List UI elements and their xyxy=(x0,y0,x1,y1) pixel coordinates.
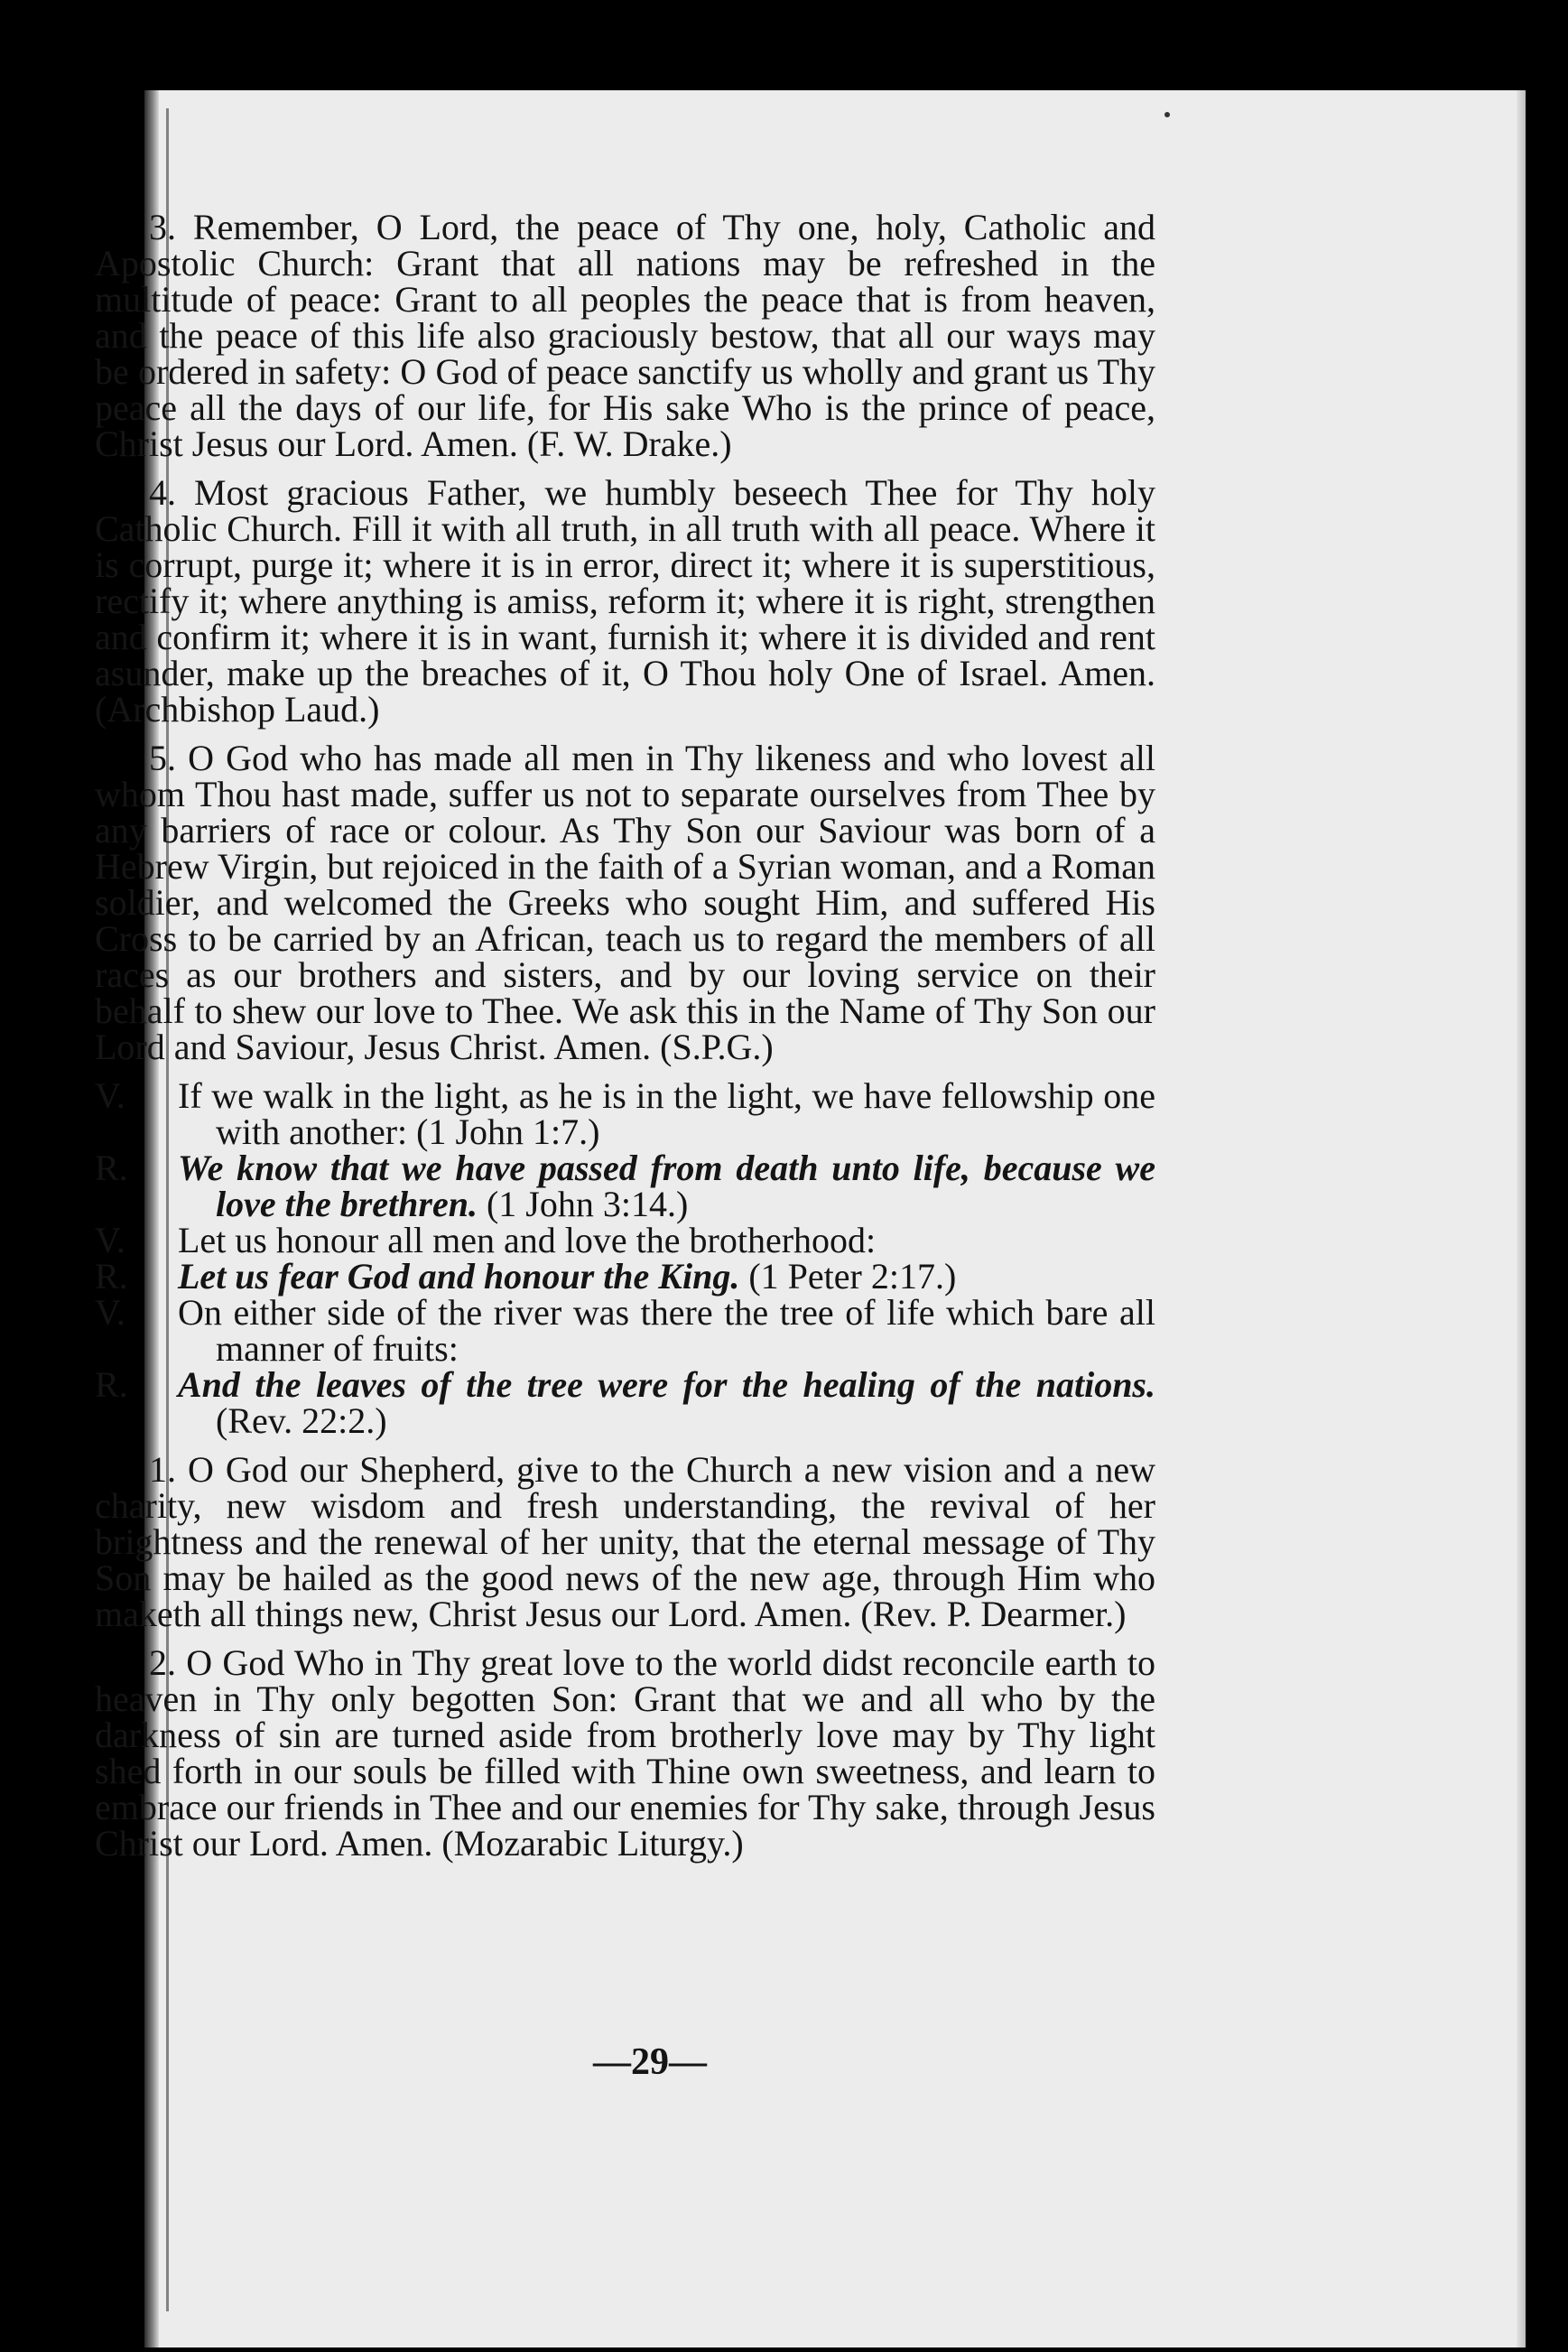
prayer-paragraph-3: 3. Remember, O Lord, the peace of Thy one, holy, Catholic and Apostolic Church: Grant that all nations may be refreshed in the multitude of peace: Grant to all peoples the peace that is from heaven, and the peace of this life also graciously bestow, that all our ways may be ordered in safety: O God of peace sanctify us wholly and grant us Thy peace all the days of our life, for His sake Who is the prince of peace, Christ Jesus our Lord. Amen. (F. W. Drake.) xyxy=(95,207,1155,464)
scripture-reference: (1 Peter 2:17.) xyxy=(748,1256,957,1297)
versicle-1 xyxy=(95,1075,1155,1152)
response-text: We know that we have passed from death unto life, because we love the brethren. xyxy=(178,1148,1155,1224)
response-text: And the leaves of the tree were for the healing of the nations. xyxy=(178,1364,1155,1405)
response-3 xyxy=(95,1364,1155,1441)
page-right-edge xyxy=(1517,90,1526,2347)
scripture-reference: (1 John 3:14.) xyxy=(486,1184,689,1224)
page-text xyxy=(95,209,1155,1862)
ink-speck xyxy=(1164,112,1170,117)
response-mark: R. xyxy=(95,1256,128,1297)
prayer-paragraph-4: 4. Most gracious Father, we humbly beseech Thee for Thy holy Catholic Church. Fill it with all truth, in all truth with all peace. Where it is corrupt, purge it; where it is in error, direct it; where it is superstitious, rectify it; where anything is amiss, reform it; where it is right, strengthen and confirm it; where it is in want, furnish it; where it is divided and rent asunder, make up the breaches of it, O Thou holy One of Israel. Amen. (Archbishop Laud.) xyxy=(95,472,1155,730)
response-2 xyxy=(95,1256,1155,1297)
response-1 xyxy=(95,1150,1155,1222)
versicle-mark: V. xyxy=(95,1220,125,1260)
versicle-2 xyxy=(95,1222,1155,1259)
versicle-text: Let us honour all men and love the brotherhood: xyxy=(178,1220,877,1260)
prayer-paragraph-5: 5. O God who has made all men in Thy likeness and who lovest all whom Thou hast made, suffer us not to separate ourselves from Thee by any barriers of race or colour. As Thy Son our Saviour was born of a Hebrew Virgin, but rejoiced in the faith of a Syrian woman, and a Roman soldier, and welcomed the Greeks who sought Him, and suffered His Cross to be carried by an African, teach us to regard the members of all races as our brothers and sisters, and by our loving service on their behalf to shew our love to Thee. We ask this in the Name of Thy Son our Lord and Saviour, Jesus Christ. Amen. (S.P.G.) xyxy=(95,738,1155,1067)
scripture-reference: (Rev. 22:2.) xyxy=(216,1400,387,1441)
page-number: —29— xyxy=(593,2041,707,2083)
versicle-3 xyxy=(95,1292,1155,1369)
versicle-mark: V. xyxy=(95,1075,125,1116)
response-mark: R. xyxy=(95,1364,128,1405)
response-text: Let us fear God and honour the King. xyxy=(178,1256,740,1297)
prayer-paragraph-2: 2. O God Who in Thy great love to the world didst reconcile earth to heaven in Thy only begotten Son: Grant that we and all who by the darkness of sin are turned aside from brotherly love may by Thy light shed forth in our souls be filled with Thine own sweetness, and learn to embrace our friends in Thee and our enemies for Thy sake, through Jesus Christ our Lord. Amen. (Mozarabic Liturgy.) xyxy=(95,1642,1155,1864)
versicle-text: If we walk in the light, as he is in the light, we have fellowship one with another: (1 John 1:7.) xyxy=(178,1075,1155,1152)
prayer-paragraph-1: 1. O God our Shepherd, give to the Church a new vision and a new charity, new wisdom and fresh understanding, the revival of her brightness and the renewal of her unity, that the eternal message of Thy Son may be hailed as the good news of the new age, through Him who maketh all things new, Christ Jesus our Lord. Amen. (Rev. P. Dearmer.) xyxy=(95,1449,1155,1634)
versicle-text: On either side of the river was there the tree of life which bare all manner of fruits: xyxy=(178,1292,1155,1369)
versicle-mark: V. xyxy=(95,1292,125,1333)
response-mark: R. xyxy=(95,1148,128,1188)
